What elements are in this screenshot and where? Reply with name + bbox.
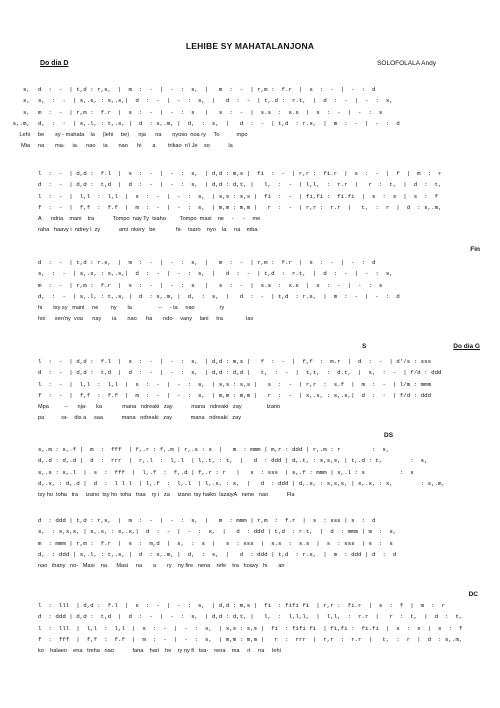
solfa-notes: d, : - | s,.l, : t,.s, | d : s,.m, | d, : s, | d : - | t,d : r.s, | m : - | - : d <box>38 293 400 301</box>
lyric-text: pa ra- dis a saa mana ndreaki zay mana ndreaki zay <box>38 414 242 421</box>
dal-segno-mark: DS <box>384 432 394 439</box>
lyric-line <box>12 314 482 325</box>
voice-line <box>12 179 482 190</box>
lyric-line <box>12 490 482 501</box>
solfa-notes: d : ddd | t,d : r,s, | m : - | - : s, | m : mmm | r,m : f.r | s : sss | s : d <box>38 517 376 524</box>
solfa-notes: d : - | d,d : t,d | d : - | - : s, | d,d : d,t, | l, : - | l,l, : r.r | r : t, | d : t, <box>38 181 442 189</box>
solfa-notes: d : - | t,d : r.s, | m : - | - : s, | m : - | r,m : f.r | s : - | - : d <box>38 259 376 266</box>
solfa-notes: d : - | t,d : r,s, | m : - | - : s, | m : - | r,m : f.r | s : - | - : d <box>38 86 376 93</box>
voice-line <box>12 118 482 129</box>
lyric-line <box>12 141 482 152</box>
solfa-notes: s,.m : s,.f | m : fff | f,.r : f,.m | r,.s : s | m : mmm | m,r : ddd | r,.m : r : s, <box>38 446 390 453</box>
solfa-notes: f : - | f,f : f.f | m : - | - : s, | m,m : m,m | r : - | s,.s, : s,.s,| d : - | f/d : ddd <box>38 392 432 400</box>
key-signature: Do dia D <box>40 60 69 67</box>
voice-line <box>12 549 482 560</box>
row-label: Lehi <box>19 131 30 138</box>
row-label: s, <box>23 108 30 116</box>
voice-line <box>12 538 482 549</box>
lyric-line <box>12 561 482 572</box>
solfa-notes: s,.s : s,.l | s : fff | l,.f : f,.d | f,.r : r | s : sss | s,.f : mmm | s,.l : s : s <box>38 468 414 476</box>
solfa-notes: s, : - | s,.s, : s,.s,| d : - | - : s, | d : - | t,d : r.t, | d : - | - : s, <box>38 270 393 278</box>
voice-line <box>12 367 482 378</box>
lyric-line <box>12 501 482 512</box>
lyric-line <box>12 657 482 668</box>
solfa-notes: d,.s, : d,.d | d : l l l | l,.f : l,.l | l,.s, : s, | d : ddd | d,.s, : s,s,s, | s,.s, : s, : s,.m, <box>38 480 446 488</box>
composer-name: SOLOFOLALA Andy <box>377 60 436 67</box>
music-system <box>12 356 482 424</box>
lyric-text: tsy ho toha tra izano tsy ho toha traa ry i za izano tsy haiko lazaiyA nene nao Fla <box>38 491 295 498</box>
lyric-text: hi tsy sy mani ne ny la -- - la nao ry <box>38 304 225 311</box>
voice-line <box>12 95 482 106</box>
voice-line <box>12 515 482 526</box>
solfa-notes: f : fff | f,f : f.f | m : - | - : s, | m,m : m,m | r : rrr | r,r : r.r | t, : r | d : s,.m, <box>38 636 463 644</box>
voice-line <box>12 600 482 611</box>
lyric-text: nao ihany no- Masi na Masi na a ry ny fire nena refe tra hoavy hi an <box>38 562 285 569</box>
row-label: Mia <box>20 142 30 149</box>
voice-line <box>12 168 482 179</box>
lyric-text: ko halaeo ena treha nao fana hari he ry ny fi tsa- rena ma ri na lehi <box>38 647 281 654</box>
da-capo-mark: DC <box>468 591 478 598</box>
solfa-notes: d, : ddd | s,.l, : t,.s, | d : s,.m, | d, : s, | d : ddd | t,d : r.s, | m : ddd | d : d <box>38 551 397 559</box>
solfa-notes: m : - | r,m : f.r | s : - | - : s | s : - | s.s : s.s | s : - | - : s <box>38 281 383 289</box>
lyric-line <box>12 225 482 236</box>
lyric-line <box>12 402 482 413</box>
lyric-text: na ma- ia nao ia nao hi a trikao n'i Je so la <box>38 142 233 149</box>
voice-line <box>12 634 482 645</box>
row-label: s, <box>23 97 30 105</box>
voice-line <box>12 611 482 622</box>
solfa-notes: s, : - | s,.s, : s,.s,| d : - | - : s, | d : - | t,.d : r.t, | d : - | - : s, <box>38 97 393 105</box>
solfa-notes: l : lll | l,l : l,l | s : - | - : s, | s,s : s,s | fi : fifi fi | fi,fi : fi.fi | s : s | s : f <box>38 624 463 632</box>
voice-line <box>12 467 482 478</box>
voice-line <box>12 390 482 401</box>
voice-line <box>12 280 482 291</box>
music-system <box>12 515 482 583</box>
lyric-line <box>12 214 482 225</box>
music-system <box>12 444 482 512</box>
music-system <box>12 84 482 152</box>
solfa-notes: d : ddd | d,d : t,d | d : - | - : s, | d,d : d,t, | l, : l,l,l, | l,l, : r.r | r : t, | d : t, <box>38 613 463 621</box>
solfa-notes: l : - | d,d : f.l | s : - | - : s, | d,d : m,s | f : - | f,f : m.r | d : - | d'/s : sss <box>38 358 432 365</box>
solfa-notes: m : mmm | r,m : f.r | s : m,d | s, : s | s : sss | s.s : s.s | s : sss | s : s <box>38 539 393 547</box>
lyric-text: A ndria mani tra Tompo nay Ty tsaho Tompo masi ne - - me <box>38 215 261 222</box>
solfa-notes: d, : - | s,.l, : t,.s, | d : s,.m, | d, : s, | d : - | t,d : r.s, | m : - | - : d <box>38 120 400 128</box>
voice-line <box>12 84 482 95</box>
voice-line <box>12 356 482 367</box>
voice-line <box>12 191 482 202</box>
solfa-notes: l : - | d,d : f.l | s : - | - : s, | d,d : m,s | fi : - | r,r : fi.r | s : - | f | m : r <box>38 170 442 177</box>
row-label: s,.m, <box>12 120 30 128</box>
lyric-line <box>12 130 482 141</box>
voice-line <box>12 623 482 634</box>
voice-line <box>12 107 482 118</box>
lyric-line <box>12 413 482 424</box>
voice-line <box>12 478 482 489</box>
music-system <box>12 168 482 236</box>
voice-line <box>12 444 482 455</box>
music-system <box>12 257 482 325</box>
voice-line <box>12 202 482 213</box>
lyric-line <box>12 646 482 657</box>
solfa-notes: l : - | l,l : l,l | s : - | - : s, | s,s : s,s | s : - | r,r : s.f | m : - | l/m : mmm <box>38 380 432 388</box>
voice-line <box>12 257 482 268</box>
solfa-notes: m : - | r,m : f.r | s : - | - : s | s : - | s.s : s.s | s : - | - : s <box>38 108 383 116</box>
solfa-notes: s, : s,s,s, | s,.s, : s,.s,| d : - | - : s, | d : ddd | t,d : r.t, | d : mmm | m : s, <box>38 528 397 536</box>
voice-line <box>12 291 482 302</box>
solfa-notes: l : lll | d,d : f.l | s : - | - : s, | d,d : m,s | fi : fifi fi | r,r : fi.r | s : f | m : r <box>38 602 446 609</box>
lyric-text: be sy - mahata la (lehi be) nja na nyoso noa ry To mpo <box>38 131 248 138</box>
lyric-text: Mpa -- nja- ka mana ndreaki zay mana ndreaki zay Izano <box>38 403 281 410</box>
song-title: LEHIBE SY MAHATALANJONA <box>185 41 315 51</box>
solfa-notes: l : - | l,l : l,l | s : - | - : s, | s,s : s,s | fi : - | fi,fi : fi.fi | s : s | s : f <box>38 192 439 200</box>
solfa-notes: d,.d : d,.d | d : rrr | r,.l : l,.l | l,.t, : t, | d : ddd | d,.t, : s,s,s, | t,.d : t, : s, <box>38 457 428 465</box>
lyric-line <box>12 572 482 583</box>
voice-line <box>12 526 482 537</box>
lyric-text: hoi sen'ny voa nay ia nao ha ndo vany lani tra lav <box>38 315 254 322</box>
music-system <box>12 600 482 668</box>
voice-line <box>12 268 482 279</box>
solfa-notes: f : - | f,f : f.f | m : - | - : s, | m,m : m,m | r : - | r,r : r.r | t, : r | d : s,.m, <box>38 204 442 212</box>
segno-mark: S <box>362 343 367 350</box>
fin-mark: Fin <box>470 246 480 253</box>
lyric-text: raha haavy i ndrey l zy ami nkery be hi- tsaro nyo la na mba <box>38 226 258 233</box>
lyric-line <box>12 303 482 314</box>
voice-line <box>12 455 482 466</box>
solfa-notes: d : - | d,d : t,d | d : - | - : s, | d,d : d,d | t, : - | t,t, : d.t, | s, : - | f/d : ddd <box>38 369 442 377</box>
key-change-mark: Do dia G <box>453 343 480 350</box>
row-label: s, <box>23 86 30 93</box>
voice-line <box>12 379 482 390</box>
